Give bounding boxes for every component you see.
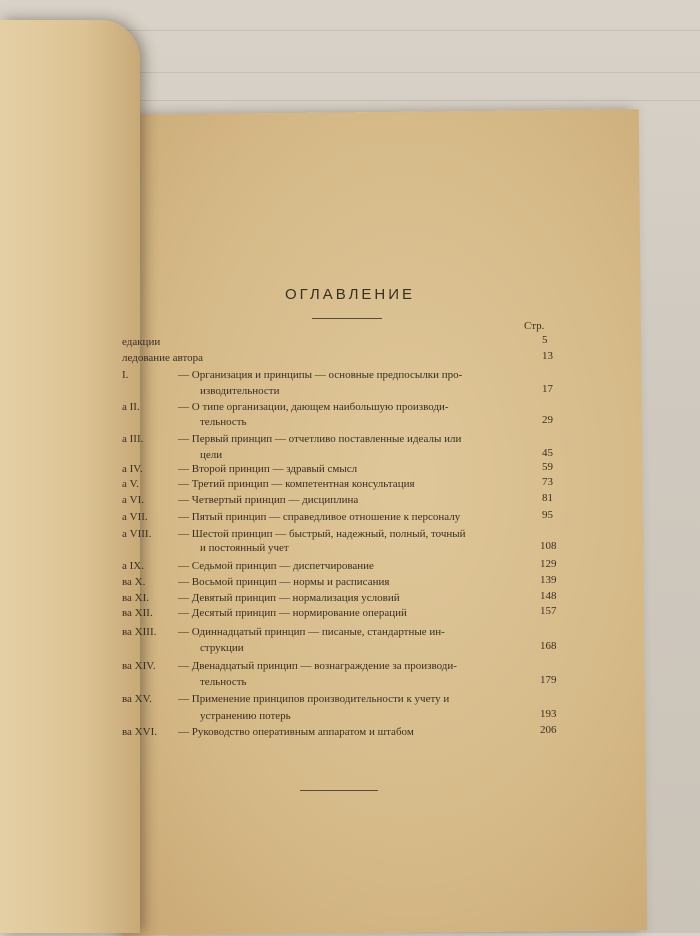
- toc-entry-text: — О типе организации, дающем наибольшую производи-: [178, 401, 449, 413]
- toc-page-number: 29: [542, 414, 553, 426]
- toc-entry-text: тельность: [200, 416, 247, 428]
- toc-entry-text: и постоянный учет: [200, 542, 289, 554]
- toc-entry-text: — Первый принцип — отчетливо поставленные идеалы или: [178, 433, 462, 445]
- toc-chapter: а III.: [122, 433, 144, 445]
- toc-page-number: 193: [540, 708, 557, 720]
- toc-chapter: а IX.: [122, 560, 144, 572]
- end-rule: [300, 790, 378, 791]
- toc-entry-text: — Четвертый принцип — дисциплина: [178, 494, 359, 506]
- toc-entry-text: едакции: [122, 336, 161, 348]
- toc-page-number: 157: [540, 605, 557, 617]
- toc-entry-text: — Руководство оперативным аппаратом и штабом: [178, 726, 414, 738]
- toc-entry-text: устранению потерь: [200, 710, 291, 722]
- toc-chapter: ва XI.: [122, 592, 150, 604]
- toc-entry-text: — Третий принцип — компетентная консультация: [178, 478, 415, 490]
- toc-entry-text: — Одиннадцатый принцип — писаные, стандартные ин-: [178, 626, 445, 638]
- toc-page-number: 81: [542, 492, 553, 504]
- toc-entry-text: — Седьмой принцип — диспетчирование: [178, 560, 374, 572]
- toc-chapter: ва XII.: [122, 607, 153, 619]
- toc-chapter: а VI.: [122, 494, 144, 506]
- toc-chapter: а II.: [122, 401, 140, 413]
- toc-page-number: 17: [542, 383, 553, 395]
- toc-chapter: I.: [122, 369, 129, 381]
- toc-entry-text: — Двенадцатый принцип — вознаграждение за производи-: [178, 660, 457, 672]
- toc-page-number: 108: [540, 540, 557, 552]
- toc-entry-text: — Пятый принцип — справедливое отношение к персоналу: [178, 511, 461, 523]
- toc-entry-text: — Второй принцип — здравый смысл: [178, 463, 358, 475]
- toc-entry-text: — Восьмой принцип — нормы и расписания: [178, 576, 390, 588]
- toc-page-number: 206: [540, 724, 557, 736]
- toc-page-number: 59: [542, 461, 553, 473]
- toc-entry-text: ледование автора: [122, 352, 204, 364]
- toc-page-number: 5: [542, 334, 548, 346]
- toc-chapter: а IV.: [122, 463, 143, 475]
- toc-entry-text: изводительности: [200, 385, 280, 397]
- toc-chapter: а V.: [122, 478, 139, 490]
- toc-page-number: 73: [542, 476, 553, 488]
- page-title: ОГЛАВЛЕНИЕ: [284, 286, 416, 303]
- toc-entry-text: — Десятый принцип — нормирование операций: [178, 607, 407, 619]
- toc-entry-text: — Девятый принцип — нормализация условий: [178, 592, 400, 604]
- toc-entry-text: цели: [200, 449, 223, 461]
- toc-page-number: 168: [540, 640, 557, 652]
- toc-entry-text: тельность: [200, 676, 247, 688]
- toc-entry-text: — Шестой принцип — быстрый, надежный, полный, точный: [178, 528, 466, 540]
- toc-entry-text: — Организация и принципы — основные предпосылки про-: [178, 369, 463, 381]
- toc-chapter: ва XIII.: [122, 626, 157, 638]
- toc-page-number: 45: [542, 447, 553, 459]
- toc-page-number: 129: [540, 558, 557, 570]
- toc-chapter: ва XV.: [122, 693, 152, 705]
- toc-chapter: ва XIV.: [122, 660, 156, 672]
- toc-page-number: 179: [540, 674, 557, 686]
- toc-entry-text: струкции: [200, 642, 244, 654]
- toc-page-number: 139: [540, 574, 557, 586]
- toc-chapter: а VII.: [122, 511, 148, 523]
- toc-page-number: 95: [542, 509, 553, 521]
- toc-chapter: а VIII.: [122, 528, 152, 540]
- toc-entry-text: — Применение принципов производительности к учету и: [178, 693, 450, 705]
- page-column-label: Стр.: [524, 320, 545, 332]
- toc-chapter: ва X.: [122, 576, 146, 588]
- toc-chapter: ва XVI.: [122, 726, 157, 738]
- toc-page-number: 13: [542, 350, 553, 362]
- toc-page-number: 148: [540, 590, 557, 602]
